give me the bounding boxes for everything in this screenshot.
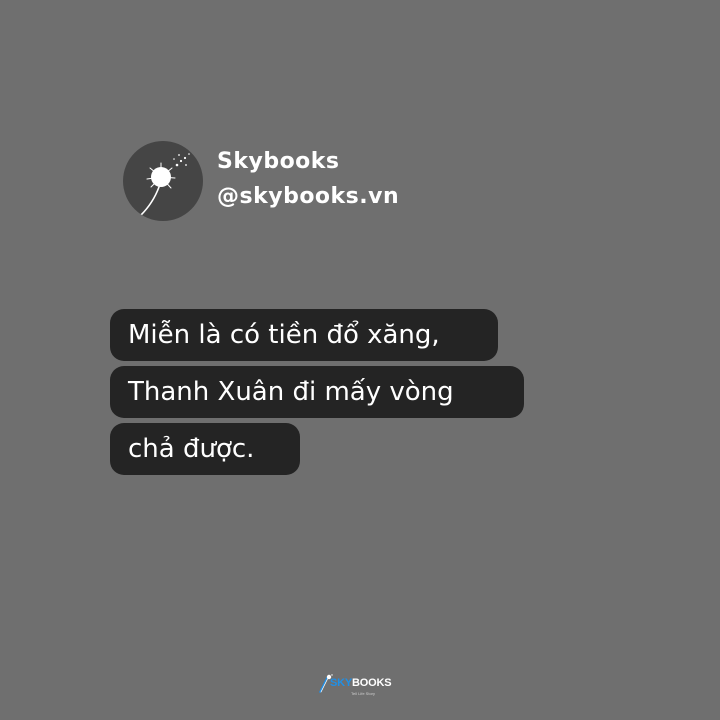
profile-header — [123, 141, 423, 223]
skybooks-logo — [318, 672, 408, 700]
logo-text-books: BOOKS — [352, 677, 392, 689]
logo-tagline: Tell Life Story — [351, 691, 376, 696]
quote-line-2: Thanh Xuân đi mấy vòng — [110, 366, 524, 418]
profile-name[interactable]: Skybooks — [217, 149, 340, 174]
quote-line-1: Miễn là có tiền đổ xăng, — [110, 309, 498, 361]
profile-handle[interactable]: @skybooks.vn — [217, 184, 400, 209]
quote-line-3: chả được. — [110, 423, 300, 475]
dandelion-icon — [123, 141, 203, 221]
avatar[interactable] — [123, 141, 203, 221]
logo-text-sky: SKY — [330, 677, 353, 689]
